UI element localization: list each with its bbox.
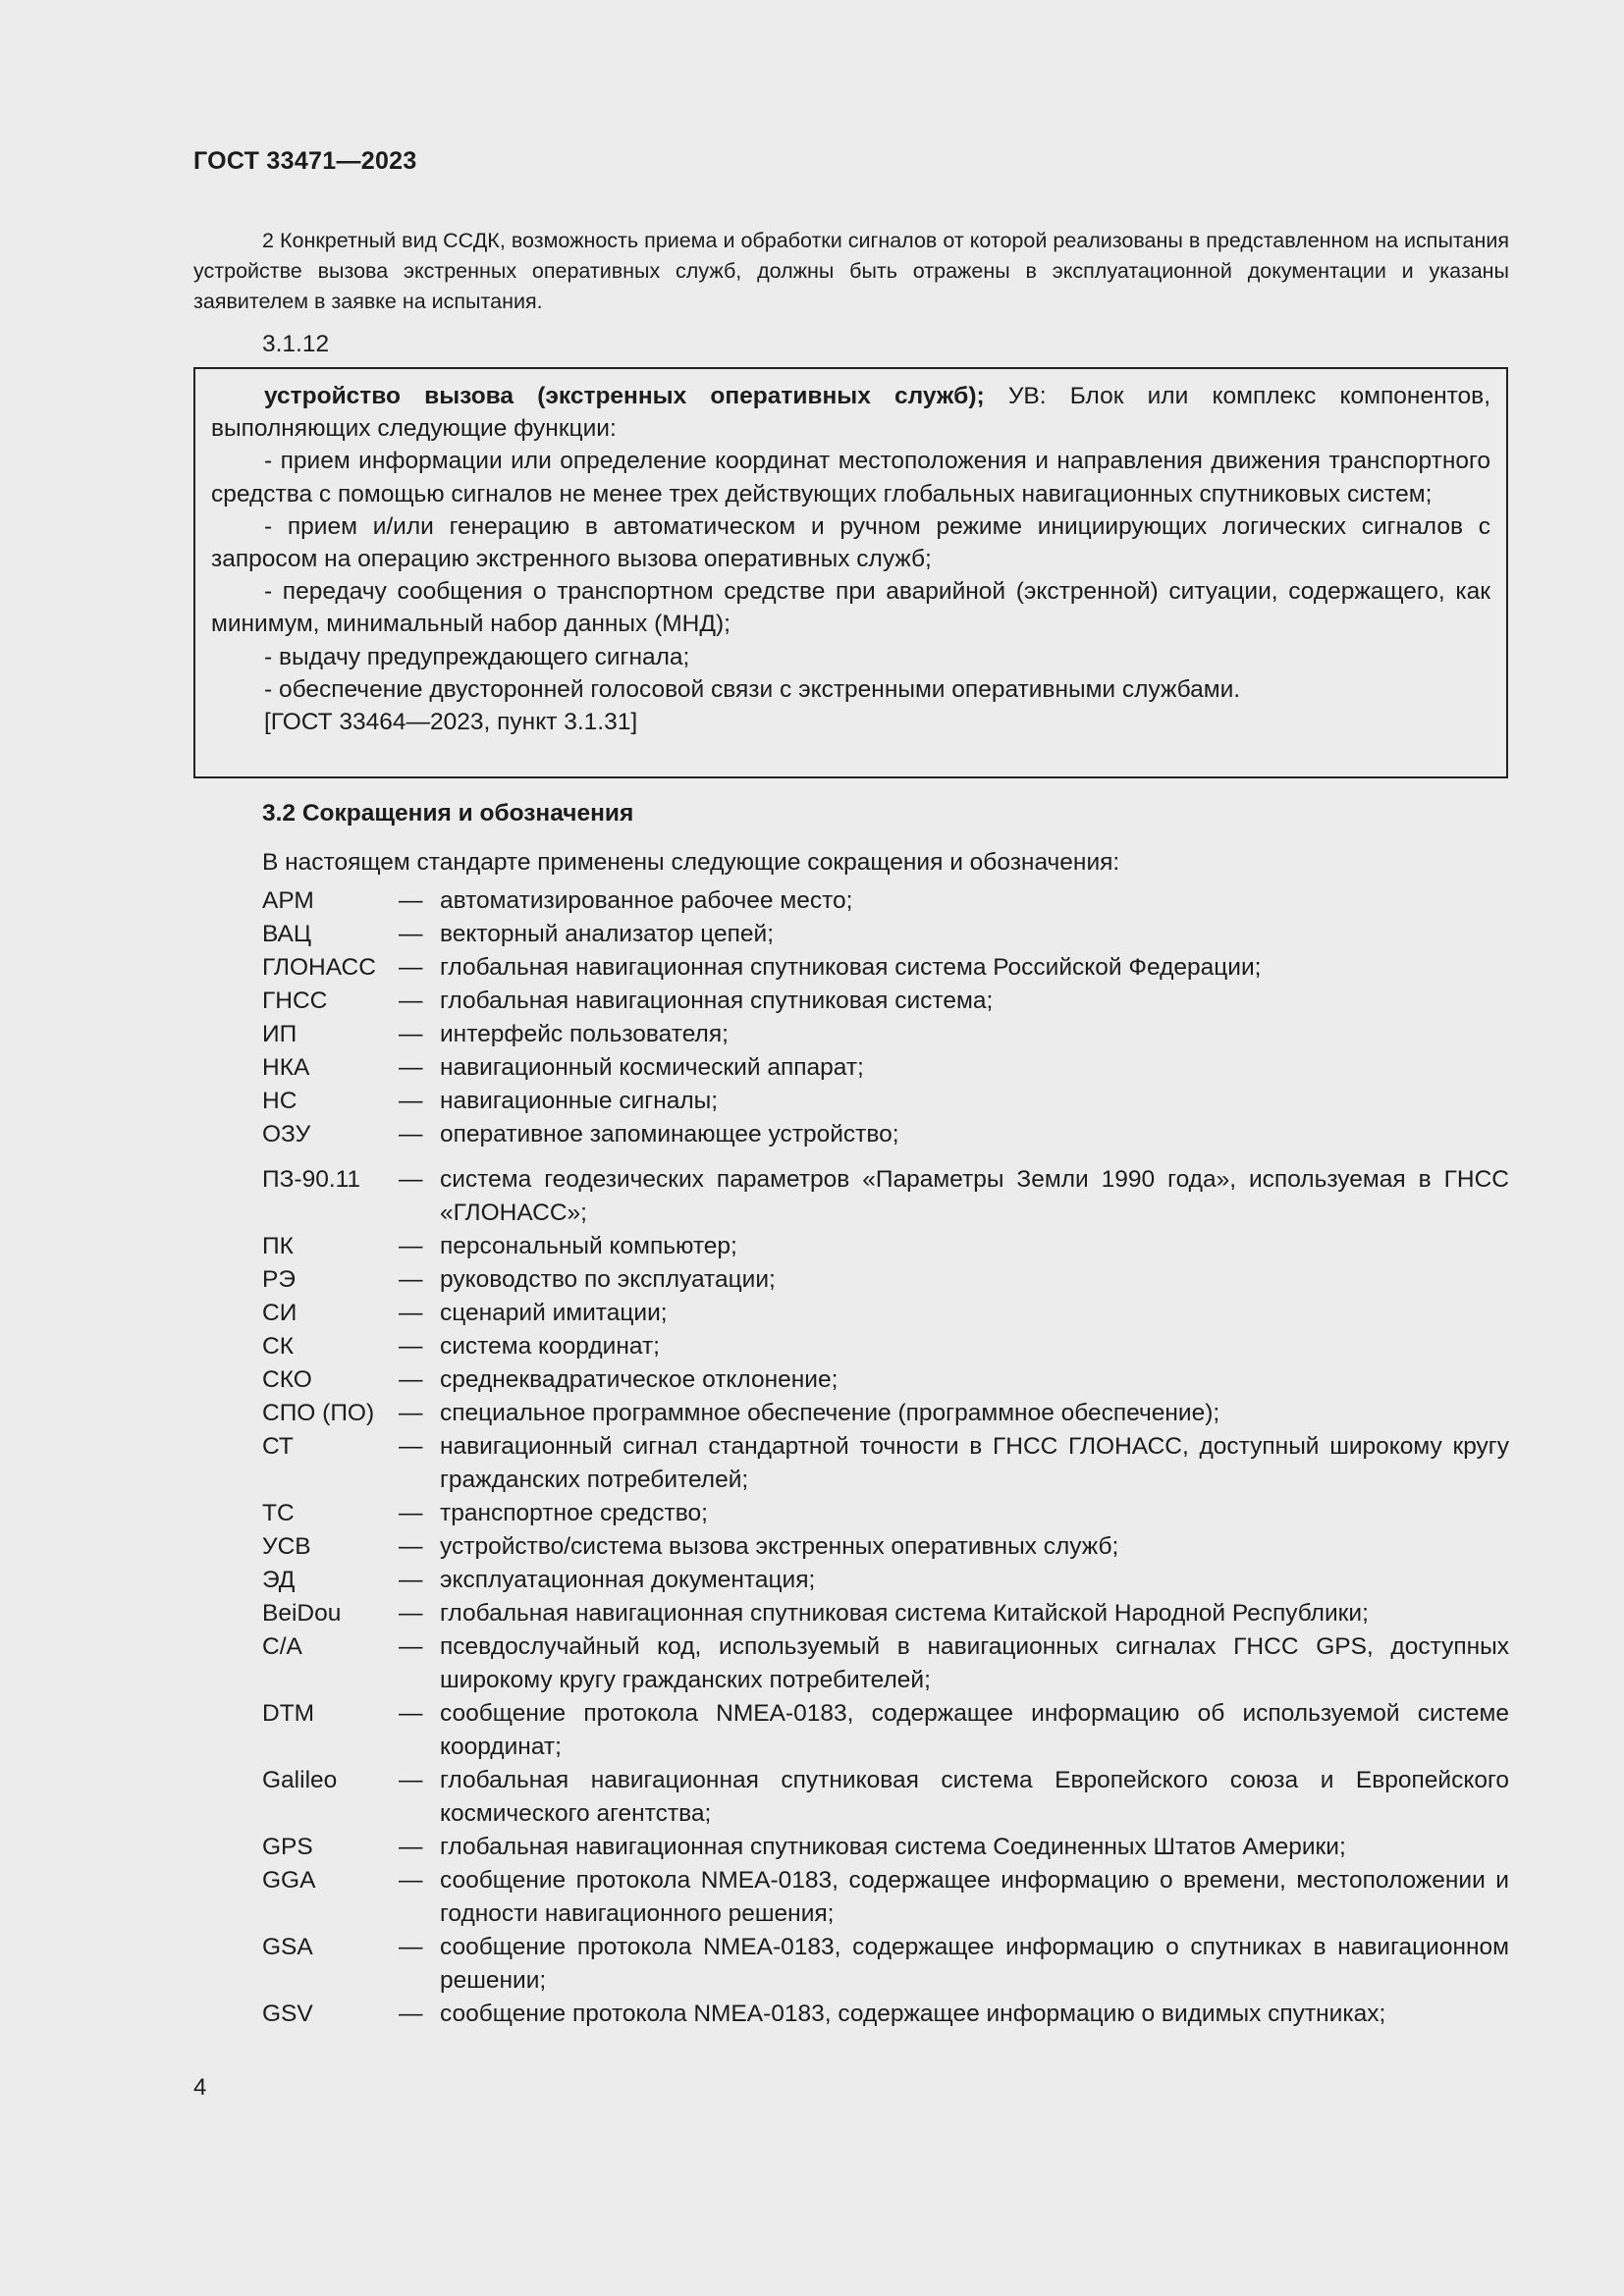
abbreviation-row xyxy=(262,1297,1509,1330)
abbreviation-meaning: навигационный космический аппарат; xyxy=(440,1054,864,1081)
abbreviation-meaning: сообщение протокола NMEA-0183, содержащее информацию об используемой системе координат; xyxy=(440,1700,1509,1760)
abbreviation: ИП xyxy=(262,1021,298,1047)
abbreviation-meaning: глобальная навигационная спутниковая система Европейского союза и Европейского космического агентства; xyxy=(440,1767,1509,1827)
abbreviation: ГЛОНАСС xyxy=(262,954,376,981)
abbreviation-meaning: специальное программное обеспечение (программное обеспечение); xyxy=(440,1400,1220,1426)
abbreviation: СТ xyxy=(262,1433,294,1460)
dash: — xyxy=(399,1600,423,1627)
abbreviation: НС xyxy=(262,1088,298,1114)
abbreviation: ТС xyxy=(262,1500,295,1526)
dash: — xyxy=(399,1121,423,1148)
abbreviation: ГНСС xyxy=(262,988,328,1014)
abbreviation-meaning: сообщение протокола NMEA-0183, содержащее информацию о спутниках в навигационном решении; xyxy=(440,1934,1509,1994)
term-source: [ГОСТ 33464—2023, пункт 3.1.31] xyxy=(264,709,638,736)
abbreviation-meaning: глобальная навигационная спутниковая система Российской Федерации; xyxy=(440,954,1262,981)
dash: — xyxy=(399,1233,423,1259)
term-item: - прием и/или генерацию в автоматическом и ручном режиме инициирующих логических сигналов с запросом на операцию экстренного вызова оперативных служб; xyxy=(211,512,1490,573)
abbreviation-meaning: навигационные сигналы; xyxy=(440,1088,719,1114)
dash: — xyxy=(399,1834,423,1860)
term-title: устройство вызова (экстренных оперативных служб); xyxy=(264,383,985,409)
abbreviation: УСВ xyxy=(262,1533,311,1560)
abbreviation: СПО (ПО) xyxy=(262,1400,375,1426)
abbreviation: РЭ xyxy=(262,1266,296,1293)
abbreviation: ПЗ-90.11 xyxy=(262,1166,361,1193)
dash: — xyxy=(399,1266,423,1293)
abbreviation-row xyxy=(262,1931,1509,1998)
abbreviation-row xyxy=(262,1263,1509,1297)
page-number: 4 xyxy=(193,2074,207,2101)
abbreviation: DTM xyxy=(262,1700,315,1727)
abbreviation: GSV xyxy=(262,2001,313,2027)
abbreviation-meaning: глобальная навигационная спутниковая система Китайской Народной Республики; xyxy=(440,1600,1369,1627)
abbreviation-meaning: автоматизированное рабочее место; xyxy=(440,887,853,914)
abbreviation: ПК xyxy=(262,1233,294,1259)
dash: — xyxy=(399,1500,423,1526)
abbreviation-meaning: эксплуатационная документация; xyxy=(440,1567,816,1593)
abbreviation-row xyxy=(262,1630,1509,1697)
abbreviation-row xyxy=(262,1497,1509,1530)
abbreviation-row xyxy=(262,1597,1509,1630)
dash: — xyxy=(399,887,423,914)
abbreviation-meaning: векторный анализатор цепей; xyxy=(440,921,775,947)
dash: — xyxy=(399,1054,423,1081)
abbreviation: СКО xyxy=(262,1366,312,1393)
abbreviation-meaning: сообщение протокола NMEA-0183, содержащее информацию о времени, местоположении и годности навигационного решения; xyxy=(440,1867,1509,1927)
abbreviation-meaning: навигационный сигнал стандартной точности в ГНСС ГЛОНАСС, доступный широкому кругу гражданских потребителей; xyxy=(440,1433,1509,1493)
abbreviation: ОЗУ xyxy=(262,1121,311,1148)
section-intro: В настоящем стандарте применены следующие сокращения и обозначения: xyxy=(262,849,1120,876)
abbreviation-meaning: система геодезических параметров «Параметры Земли 1990 года», используемая в ГНСС «ГЛОНАСС»; xyxy=(440,1166,1509,1226)
abbreviation-row xyxy=(262,884,1509,918)
abbreviation: Galileo xyxy=(262,1767,338,1793)
abbreviation-row xyxy=(262,1764,1509,1831)
abbreviation-row xyxy=(262,1831,1509,1864)
abbreviation-meaning: устройство/система вызова экстренных оперативных служб; xyxy=(440,1533,1119,1560)
abbreviation-row xyxy=(262,1697,1509,1764)
abbreviation: C/A xyxy=(262,1633,302,1660)
abbreviation: ВАЦ xyxy=(262,921,311,947)
dash: — xyxy=(399,1533,423,1560)
abbreviation: ЭД xyxy=(262,1567,296,1593)
abbreviation-row xyxy=(262,985,1509,1018)
term-item: - выдачу предупреждающего сигнала; xyxy=(264,643,690,670)
document-header: ГОСТ 33471—2023 xyxy=(193,147,417,175)
abbreviation: НКА xyxy=(262,1054,310,1081)
abbreviation-row xyxy=(262,1051,1509,1085)
term-definition-box xyxy=(193,367,1508,778)
dash: — xyxy=(399,1300,423,1326)
abbreviation-meaning: глобальная навигационная спутниковая система; xyxy=(440,988,994,1014)
abbreviation: BeiDou xyxy=(262,1600,342,1627)
abbreviation-row xyxy=(262,1018,1509,1051)
dash: — xyxy=(399,1934,423,1960)
dash: — xyxy=(399,1166,423,1193)
abbreviation-row xyxy=(262,1230,1509,1263)
abbreviation-meaning: руководство по эксплуатации; xyxy=(440,1266,776,1293)
dash: — xyxy=(399,1700,423,1727)
dash: — xyxy=(399,1767,423,1793)
dash: — xyxy=(399,1433,423,1460)
abbreviation-row xyxy=(262,951,1509,985)
abbreviation-row xyxy=(262,1163,1509,1230)
term-definition xyxy=(211,380,1490,445)
abbreviation-row xyxy=(262,1397,1509,1430)
abbreviation-row xyxy=(262,1330,1509,1363)
section-title: 3.2 Сокращения и обозначения xyxy=(262,800,634,827)
abbreviation: GPS xyxy=(262,1834,313,1860)
abbreviation: GSA xyxy=(262,1934,313,1960)
dash: — xyxy=(399,954,423,981)
dash: — xyxy=(399,2001,423,2027)
abbreviation: GGA xyxy=(262,1867,316,1894)
abbreviation-meaning: среднеквадратическое отклонение; xyxy=(440,1366,839,1393)
term-item: - передачу сообщения о транспортном средстве при аварийной (экстренной) ситуации, содержащего, как минимум, минимальный набор данных (МНД); xyxy=(211,578,1490,638)
abbreviation-meaning: оперативное запоминающее устройство; xyxy=(440,1121,899,1148)
dash: — xyxy=(399,1867,423,1894)
abbreviation-row xyxy=(262,1118,1509,1151)
dash: — xyxy=(399,1567,423,1593)
abbreviation: СИ xyxy=(262,1300,298,1326)
dash: — xyxy=(399,988,423,1014)
abbreviation-row xyxy=(262,1864,1509,1931)
abbreviation-row xyxy=(262,1530,1509,1564)
abbreviation-meaning: глобальная навигационная спутниковая система Соединенных Штатов Америки; xyxy=(440,1834,1346,1860)
abbreviation-meaning: интерфейс пользователя; xyxy=(440,1021,729,1047)
dash: — xyxy=(399,1400,423,1426)
abbreviation-row xyxy=(262,1085,1509,1118)
dash: — xyxy=(399,1633,423,1660)
dash: — xyxy=(399,1021,423,1047)
term-item: - прием информации или определение координат местоположения и направления движения транспортного средства с помощью сигналов не менее трех действующих глобальных навигационных спутниковых систем; xyxy=(211,448,1490,507)
abbreviation-meaning: персональный компьютер; xyxy=(440,1233,737,1259)
abbreviation: АРМ xyxy=(262,887,314,914)
abbreviation-row xyxy=(262,918,1509,951)
abbreviation-meaning: сообщение протокола NMEA-0183, содержащее информацию о видимых спутниках; xyxy=(440,2001,1386,2027)
dash: — xyxy=(399,1088,423,1114)
dash: — xyxy=(399,1333,423,1360)
dash: — xyxy=(399,921,423,947)
abbreviation-row xyxy=(262,1564,1509,1597)
term-number: 3.1.12 xyxy=(262,331,330,357)
note-paragraph: 2 Конкретный вид ССДК, возможность приема и обработки сигналов от которой реализованы в представленном на испытания устройстве вызова экстренных оперативных служб, должны быть отражены в эксплуатационной документации и указаны заявителем в заявке на испытания. xyxy=(193,229,1509,313)
abbreviation-list xyxy=(262,884,1509,2031)
term-definition-start: УВ: Блок или комплекс компонентов, выполняющих следующие функции: xyxy=(211,383,1490,443)
dash: — xyxy=(399,1366,423,1393)
abbreviation-meaning: сценарий имитации; xyxy=(440,1300,668,1326)
abbreviation-row xyxy=(262,1430,1509,1497)
abbreviation-meaning: псевдослучайный код, используемый в навигационных сигналах ГНСС GPS, доступных широкому кругу гражданских потребителей; xyxy=(440,1633,1509,1693)
term-item: - обеспечение двусторонней голосовой связи с экстренными оперативными службами. xyxy=(264,675,1241,703)
abbreviation-meaning: транспортное средство; xyxy=(440,1500,708,1526)
abbreviation-meaning: система координат; xyxy=(440,1333,660,1360)
abbreviation-row xyxy=(262,1998,1509,2031)
abbreviation: СК xyxy=(262,1333,294,1360)
abbreviation-row xyxy=(262,1363,1509,1397)
